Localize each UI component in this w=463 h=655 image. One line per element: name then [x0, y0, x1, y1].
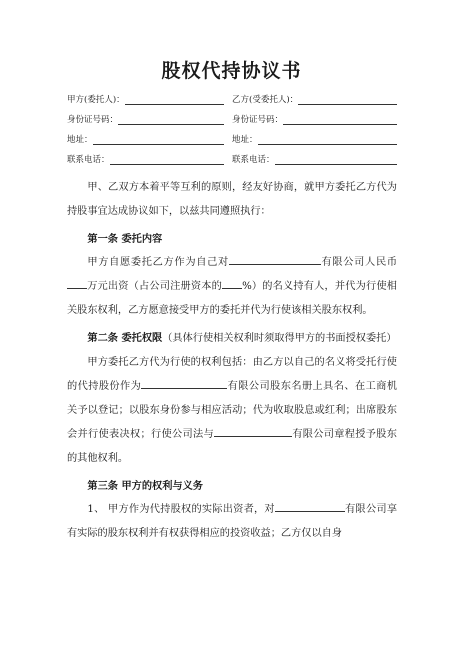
address-a-field [67, 133, 232, 145]
article-2-heading: 第二条 委托权限 [87, 332, 163, 344]
company-name-blank-4[interactable] [275, 500, 345, 512]
phone-a-label: 联系电话： [67, 155, 110, 165]
company-name-blank[interactable] [229, 253, 321, 265]
party-row [67, 85, 397, 105]
id-a-label: 身份证号码： [67, 115, 119, 125]
article-2-text-a: 甲方委托乙方代为行使的权利包括：由乙方以自己的名义将受托行使的代持股份作为 [67, 357, 397, 392]
company-name-blank-2[interactable] [141, 377, 227, 389]
article-3-text-b: 有限公司享有实际的股东权利并有权获得相应的投资收益；乙方仅以自身 [67, 504, 398, 539]
address-b-blank[interactable] [258, 134, 397, 145]
company-name-blank-3[interactable] [214, 425, 292, 437]
article-1-text-c: 万元出资（占公司注册资本的 [87, 281, 223, 292]
article-2-heading-line [67, 326, 397, 351]
party-a-field [67, 93, 232, 105]
phone-b-blank[interactable] [275, 154, 397, 165]
agreement-body [67, 176, 397, 546]
article-3-paragraph [67, 498, 397, 546]
article-1-text-b: 有限公司人民币 [320, 257, 398, 268]
document-title: 股权代持协议书 [161, 60, 302, 82]
capital-percent-blank[interactable] [222, 277, 242, 289]
article-3-heading: 第三条 甲方的权利与义务 [87, 480, 203, 492]
article-2-note: （具体行使相关权利时须取得甲方的书面授权委托） [162, 333, 397, 344]
article-2-text-b: 有限公司股东名册上具名、在工商机关予以登记；以股东身份参与相应活动；代为收取股息或红利；出席股东会并行使表决权；行使公司法与 [67, 381, 398, 440]
phone-a-blank[interactable] [110, 154, 224, 165]
party-info-block [67, 85, 397, 165]
article-1-paragraph [67, 251, 397, 323]
party-b-label: 乙方(受委托人)： [232, 95, 299, 105]
party-a-label: 甲方(委托人)： [67, 95, 125, 105]
id-a-field [67, 113, 232, 125]
article-2-text-c: 有限公司章程授予股东的其他权利。 [67, 429, 397, 464]
article-3-text-a: 1、 甲方作为代持股权的实际出资者，对 [87, 504, 275, 515]
phone-row [67, 145, 397, 165]
id-row [67, 105, 397, 125]
id-b-field [232, 113, 397, 125]
article-1-heading: 第一条 委托内容 [87, 233, 163, 245]
id-b-label: 身份证号码： [232, 115, 284, 125]
phone-b-label: 联系电话： [232, 155, 275, 165]
phone-b-field [232, 153, 397, 165]
intro-paragraph: 甲、乙双方本着平等互利的原则，经友好协商，就甲方委托乙方代为持股事宜达成协议如下，以兹共同遵照执行： [67, 182, 397, 217]
address-a-label: 地址： [67, 135, 93, 145]
address-b-field [232, 133, 397, 145]
id-a-blank[interactable] [118, 114, 224, 125]
id-b-blank[interactable] [283, 114, 397, 125]
address-b-label: 地址： [232, 135, 258, 145]
capital-amount-blank[interactable] [67, 277, 87, 289]
phone-a-field [67, 153, 232, 165]
party-b-field [232, 93, 397, 105]
party-a-blank[interactable] [125, 94, 224, 105]
address-a-blank[interactable] [93, 134, 224, 145]
address-row [67, 125, 397, 145]
article-1-text-d: %）的名义持有人，并代为行使相关股东权利，乙方愿意接受甲方的委托并代为行使该相关股东权利。 [67, 281, 397, 316]
party-b-blank[interactable] [298, 94, 397, 105]
article-2-paragraph [67, 351, 397, 471]
article-1-text-a: 甲方自愿委托乙方作为自己对 [87, 257, 229, 268]
